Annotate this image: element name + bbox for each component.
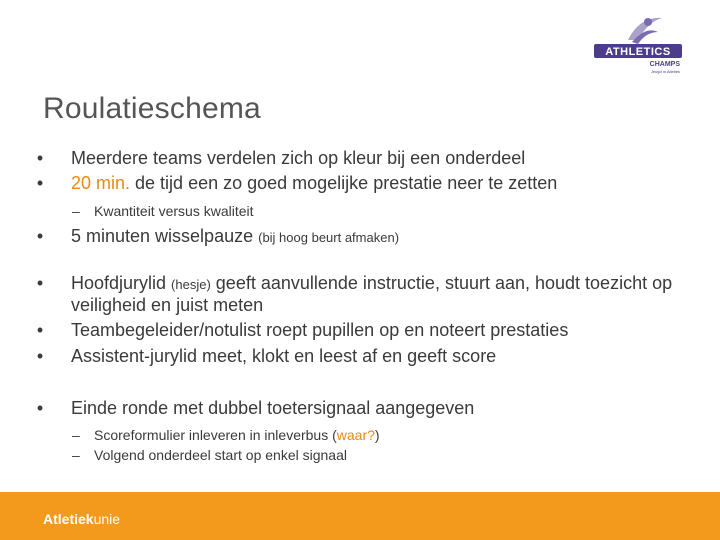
svg-text:ATHLETICS: ATHLETICS — [605, 46, 671, 58]
sub-bullet-dash: – — [72, 447, 80, 463]
bullet-teams — [30, 148, 690, 169]
sub-bullet-dash: – — [72, 203, 80, 219]
sub-bullet-scoreformulier — [30, 426, 690, 444]
bullet-text: Meerdere teams verdelen zich op kleur bij een onderdeel — [71, 148, 526, 168]
sub-bullet-kwantiteit — [30, 202, 690, 220]
bullet-text: de tijd een zo goed mogelijke prestatie neer te zetten — [130, 173, 558, 193]
atletiekunie-brand — [43, 511, 120, 527]
bullet-dot: • — [36, 320, 44, 340]
sub-bullet-text-end: ) — [374, 427, 380, 443]
bullet-einde-ronde — [30, 398, 690, 419]
svg-text:Jeugd in Atletiek: Jeugd in Atletiek — [650, 69, 680, 74]
footer-bar — [0, 492, 720, 540]
bullet-highlight: 20 min. — [71, 173, 131, 193]
bullet-dot: • — [36, 226, 44, 246]
sub-bullet-text: Kwantiteit versus kwaliteit — [94, 203, 254, 219]
bullet-text: Einde ronde met dubbel toetersignaal aangegeven — [71, 398, 475, 418]
sub-bullet-text: Scoreformulier inleveren in inleverbus ( — [94, 427, 337, 443]
bullet-dot: • — [36, 173, 44, 193]
sub-bullet-dash: – — [72, 427, 80, 443]
bullet-text: Assistent-jurylid meet, klokt en leest af en geeft score — [71, 346, 497, 366]
bullet-text: Teambegeleider/notulist roept pupillen op en noteert prestaties — [71, 320, 569, 340]
bullet-dot: • — [36, 148, 44, 168]
bullet-teambegeleider — [30, 320, 690, 341]
athletics-champs-logo — [588, 14, 688, 76]
bullet-dot: • — [36, 346, 44, 366]
brand-bold: Atletiek — [43, 511, 94, 527]
bullet-text-cont: geeft aanvullende instructie, stuurt aan, houdt toezicht op veiligheid en juist meten — [71, 273, 673, 315]
sub-bullet-highlight: waar? — [336, 427, 375, 443]
svg-text:CHAMPS: CHAMPS — [649, 61, 680, 68]
sub-bullet-text: Volgend onderdeel start op enkel signaal — [94, 447, 347, 463]
bullet-small-text: (hesje) — [171, 277, 211, 292]
bullet-text: 5 minuten wisselpauze — [71, 226, 259, 246]
bullet-assistent — [30, 346, 690, 367]
bullet-wisselpauze — [30, 226, 690, 248]
bullet-dot: • — [36, 398, 44, 418]
bullet-small-text: (bij hoog beurt afmaken) — [258, 230, 400, 245]
bullet-text: Hoofdjurylid — [71, 273, 172, 293]
slide-content — [30, 148, 690, 464]
bullet-20-min — [30, 173, 690, 194]
sub-bullet-volgend — [30, 446, 690, 464]
slide-title: Roulatieschema — [43, 92, 261, 125]
bullet-hoofdjurylid — [30, 273, 690, 316]
brand-light: unie — [93, 511, 121, 527]
bullet-dot: • — [36, 273, 44, 293]
